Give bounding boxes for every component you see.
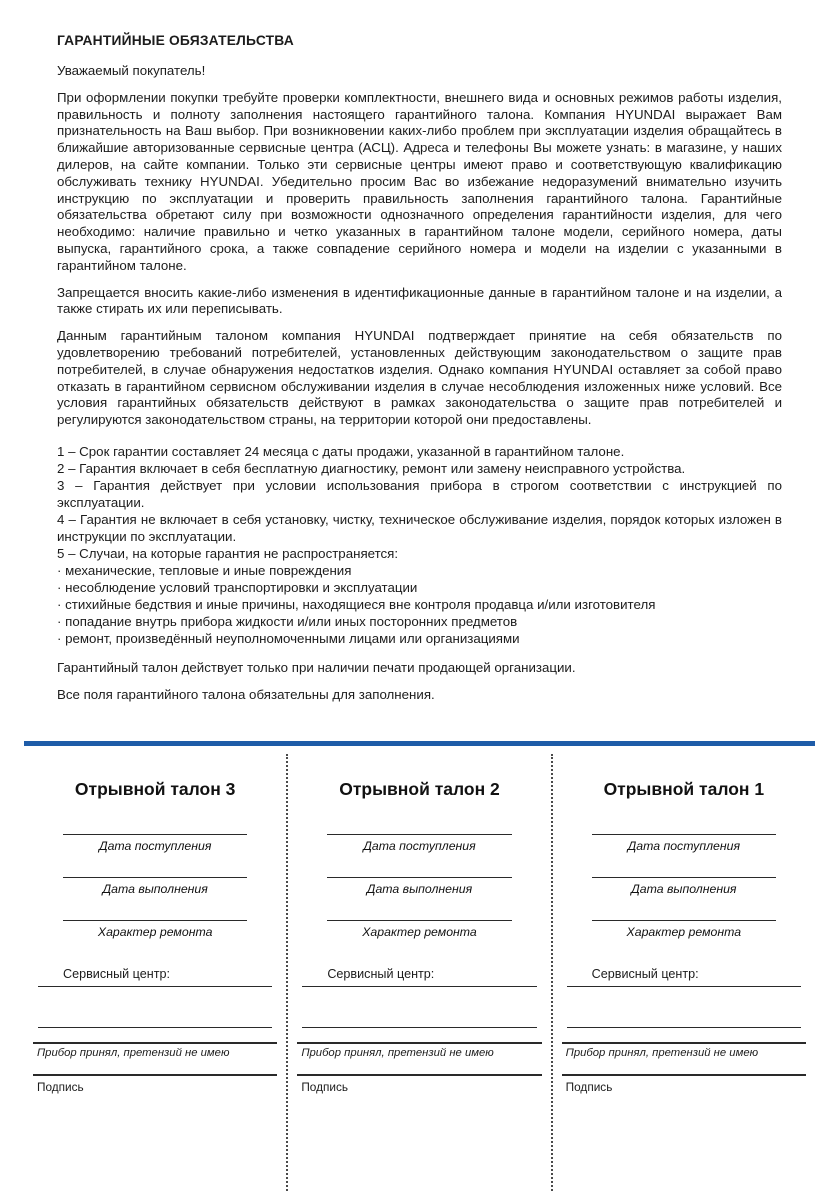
paragraph-obligations: Данным гарантийным талоном компания HYUNDAI подтверждает принятие на себя обязательств по удовлетворению требований потребителей, установленных действующим законодательством о защите прав потребителей, в случае обнаружения недостатков изделия. Однако компания HYUNDAI оставляет за собой право отказать в гарантийном сервисном обслуживании изделия в случае несоблюдения изложенных ниже условий. Все условия гарантийных обязательств действуют в рамках законодательства о защите прав потребителей и регулируются законодательством страны, на территории которой они предоставлены. (57, 328, 782, 428)
date-received-line (63, 834, 247, 835)
date-received-label: Дата поступления (627, 838, 741, 853)
coupon-title: Отрывной талон 3 (74, 778, 236, 799)
service-center-line (302, 986, 536, 987)
exclusion-item: · несоблюдение условий транспортировки и эксплуатации (57, 579, 418, 595)
exclusion-item: · ремонт, произведённый неуполномоченными лицами или организациями (57, 630, 520, 646)
date-completed-label: Дата выполнения (366, 881, 473, 896)
acceptance-label: Прибор принял, претензий не имею (565, 1046, 759, 1059)
tear-off-coupon-3 (24, 754, 286, 1191)
exclusion-item: · механические, тепловые и иные повреждения (57, 562, 352, 578)
repair-nature-line (327, 920, 511, 921)
date-received-label: Дата поступления (363, 838, 476, 853)
condition-item: 5 – Случаи, на которые гарантия не распространяется: (57, 545, 399, 561)
signature-label: Подпись (37, 1079, 84, 1094)
service-center-line-2 (567, 1027, 801, 1028)
service-center-label: Сервисный центр: (63, 966, 170, 981)
acceptance-line (33, 1042, 277, 1044)
paragraph-no-alterations: Запрещается вносить какие-либо изменения в идентификационные данные в гарантийном талоне и на изделии, а также стирать их или переписывать. (57, 284, 782, 317)
tear-off-coupon-2 (286, 754, 550, 1191)
footer-notes (57, 659, 782, 703)
tear-off-coupons-section (24, 754, 815, 1191)
acceptance-label: Прибор принял, претензий не имею (301, 1046, 494, 1059)
signature-line (297, 1074, 541, 1076)
signature-line (562, 1074, 806, 1076)
paragraph-purchase-check: При оформлении покупки требуйте проверки комплектности, внешнего вида и основных режимов работы изделия, правильность и полноту заполнения настоящего гарантийного талона. Компания HYUNDAI выражает Вам признательность на Ваш выбор. При возникновении каких-либо проблем при эксплуатации изделия обращайтесь в ближайшие авторизованные сервисные центра (АСЦ). Адреса и телефоны Вы можете узнать: в магазине, у наших дилеров, на сайте компании. Только эти сервисные центры имеют право и соответствующую квалификацию обслуживать технику HYUNDAI. Убедительно просим Вас во избежание недоразумений внимательно изучить инструкцию по эксплуатации и проверить правильность заполнения гарантийного талона. Гарантийные обязательства обретают силу при возможности однозначного определения гарантийности изделия, для чего необходимо: наличие правильно и четко указанных в гарантийном талоне модели, серийного номера, даты выпуска, гарантийного срока, а также совпадение серийного номера и модели на изделии с указанными в гарантийном талоне. (57, 89, 782, 273)
date-completed-line (592, 877, 776, 878)
acceptance-line (562, 1042, 806, 1044)
repair-nature-label: Характер ремонта (362, 924, 477, 939)
exclusion-item: · попадание внутрь прибора жидкости и/или иных посторонних предметов (57, 613, 518, 629)
condition-item: 1 – Срок гарантии составляет 24 месяца с даты продажи, указанной в гарантийном талоне. (57, 443, 625, 459)
service-center-line-2 (38, 1027, 272, 1028)
blue-divider (24, 741, 815, 746)
service-center-line (38, 986, 272, 987)
signature-label: Подпись (565, 1079, 613, 1094)
coupon-title: Отрывной талон 2 (339, 778, 500, 799)
date-received-label: Дата поступления (98, 838, 212, 853)
acceptance-label: Прибор принял, претензий не имею (37, 1046, 230, 1059)
page-title: ГАРАНТИЙНЫЕ ОБЯЗАТЕЛЬСТВА (57, 33, 294, 48)
condition-item: 2 – Гарантия включает в себя бесплатную диагностику, ремонт или замену неисправного устройства. (57, 460, 686, 476)
condition-item: 4 – Гарантия не включает в себя установку, чистку, техническое обслуживание изделия, порядок которых изложен в инструкции по эксплуатации. (57, 511, 782, 544)
coupon-title: Отрывной талон 1 (603, 778, 765, 799)
note-stamp-required: Гарантийный талон действует только при наличии печати продающей организации. (57, 659, 576, 675)
date-completed-label: Дата выполнения (631, 881, 737, 896)
tear-off-coupon-1 (551, 754, 815, 1191)
warranty-conditions-list (57, 443, 782, 647)
signature-line (33, 1074, 277, 1076)
repair-nature-line (592, 920, 776, 921)
acceptance-line (297, 1042, 541, 1044)
repair-nature-line (63, 920, 247, 921)
service-center-line-2 (302, 1027, 536, 1028)
signature-label: Подпись (301, 1079, 349, 1094)
exclusion-item: · стихийные бедствия и иные причины, находящиеся вне контроля продавца и/или изготовителя (57, 596, 656, 612)
date-completed-line (327, 877, 511, 878)
note-fields-required: Все поля гарантийного талона обязательны для заполнения. (57, 686, 435, 702)
service-center-label: Сервисный центр: (327, 966, 435, 981)
greeting-line: Уважаемый покупатель! (57, 63, 206, 78)
date-completed-line (63, 877, 247, 878)
service-center-label: Сервисный центр: (591, 966, 699, 981)
repair-nature-label: Характер ремонта (97, 924, 213, 939)
condition-item: 3 – Гарантия действует при условии использования прибора в строгом соответствии с инструкцией по эксплуатации. (57, 477, 782, 510)
service-center-line (567, 986, 801, 987)
date-completed-label: Дата выполнения (102, 881, 208, 896)
repair-nature-label: Характер ремонта (626, 924, 742, 939)
date-received-line (592, 834, 776, 835)
date-received-line (327, 834, 511, 835)
